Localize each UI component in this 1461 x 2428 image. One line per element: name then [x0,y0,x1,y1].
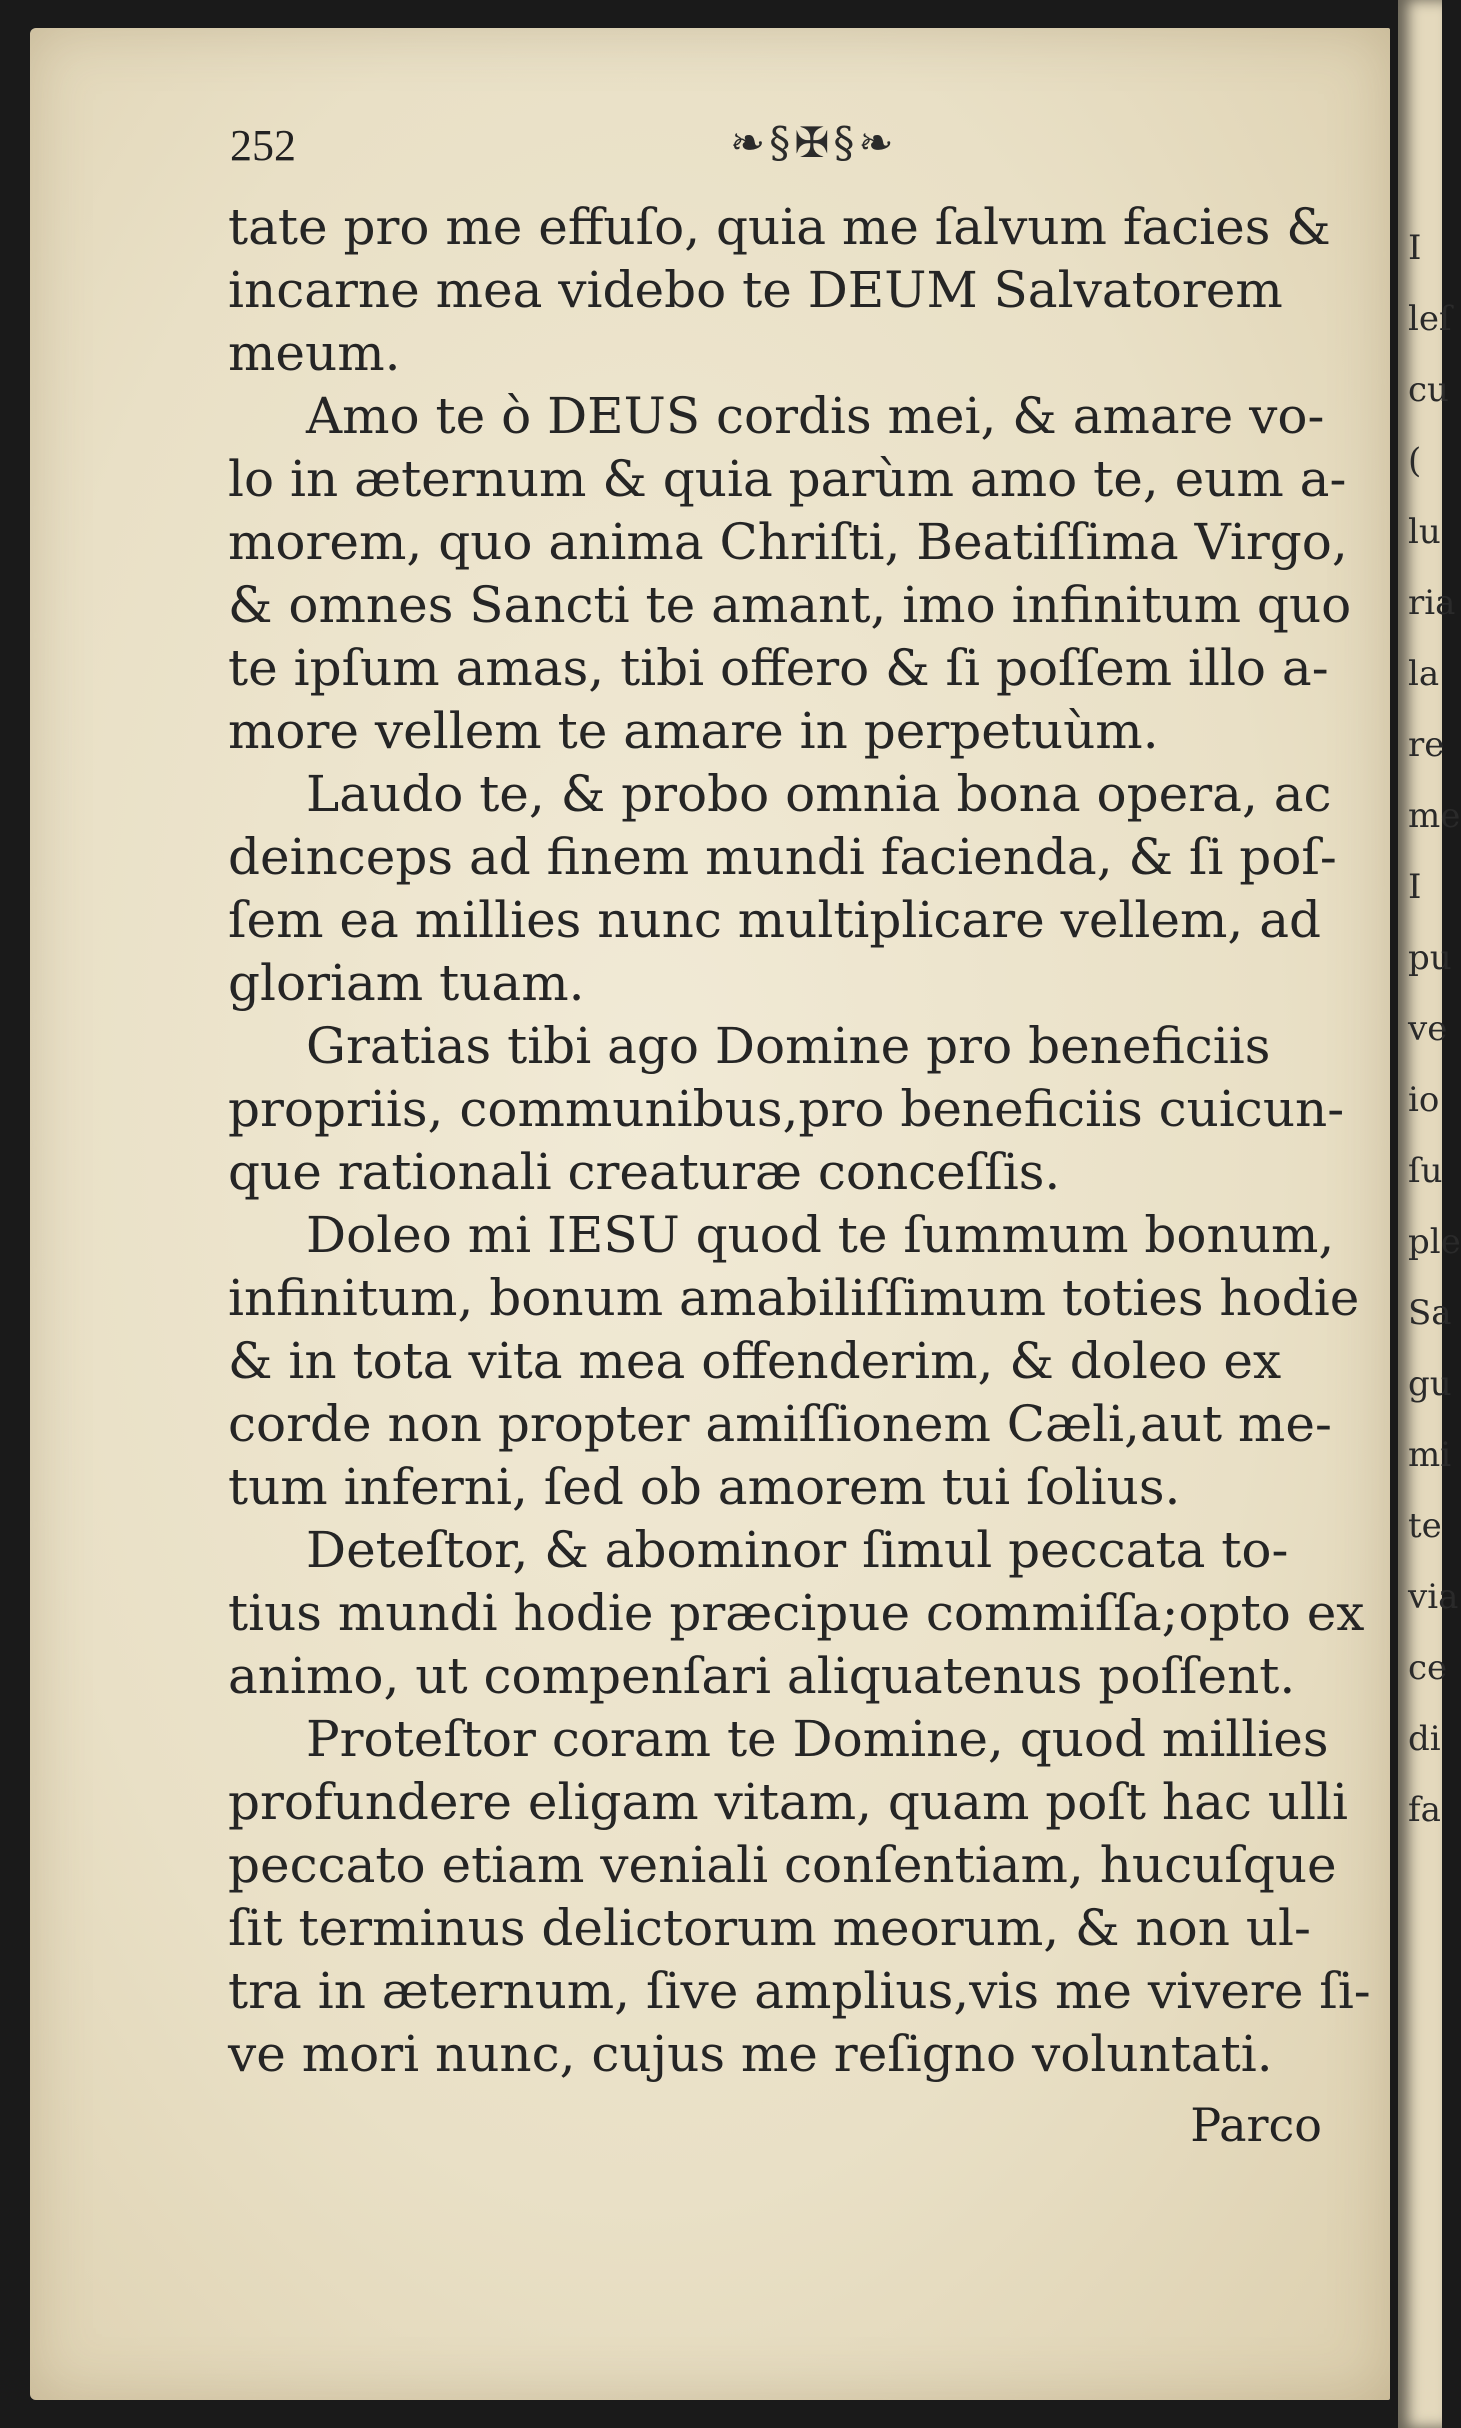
facing-page-fragment: Sa [1408,1293,1452,1333]
facing-page-fragment: gu [1408,1364,1452,1404]
facing-page-fragment: lu [1408,512,1441,552]
text-line: te ipſum amas, tibi offero & ſi poſſem illo a- [228,639,1329,697]
facing-page-fragment: la [1408,654,1440,694]
facing-page-fragment: ce [1408,1648,1448,1688]
text-line: infinitum, bonum amabiliſſimum toties hodie [228,1269,1360,1327]
text-line: morem, quo anima Chriſti, Beatiſſima Virgo, [228,513,1348,571]
text-line: Gratias tibi ago Domine pro beneficiis [306,1017,1271,1075]
page-number: 252 [230,121,296,170]
facing-page-fragment: io [1408,1080,1440,1120]
facing-page-fragment: via [1408,1577,1459,1617]
text-line: ſit terminus delictorum meorum, & non ul- [228,1899,1311,1957]
body-text [228,196,1398,2086]
text-line: Deteſtor, & abominor ſimul peccata to- [306,1521,1289,1579]
facing-page-fragment: leſ [1408,299,1452,339]
running-head [230,120,1372,190]
text-line: tum inferni, ſed ob amorem tui ſolius. [228,1458,1181,1516]
facing-page-fragment: re [1408,725,1445,765]
facing-page-edge [1398,0,1461,2428]
text-line: & omnes Sancti te amant, imo infinitum quo [228,576,1352,634]
text-line: profundere eligam vitam, quam poſt hac ulli [228,1773,1348,1831]
text-line: ve mori nunc, cujus me reſigno voluntati. [228,2025,1273,2083]
text-line: corde non propter amiſſionem Cæli,aut me- [228,1395,1332,1453]
text-line: Amo te ò DEUS cordis mei, & amare vo- [306,387,1325,445]
facing-page-fragment: mi [1408,1435,1452,1475]
text-line: more vellem te amare in perpetuùm. [228,702,1159,760]
text-line: propriis, communibus,pro beneficiis cuicun- [228,1080,1345,1138]
facing-page-fragment: di [1408,1719,1441,1759]
header-ornament: ❧§✠§❧ [730,118,898,167]
facing-page-fragment: fa [1408,1790,1441,1830]
facing-page-fragment: ria [1408,583,1456,623]
text-line: lo in æternum & quia parùm amo te, eum a- [228,450,1347,508]
text-line: que rationali creaturæ conceſſis. [228,1143,1061,1201]
facing-page-fragment: ve [1408,1009,1448,1049]
text-line: Laudo te, & probo omnia bona opera, ac [306,765,1332,823]
facing-page-fragment: I [1408,867,1422,907]
facing-page-fragment: ( [1408,441,1422,481]
catchword: Parco [1190,2098,1322,2152]
text-line: peccato etiam veniali conſentiam, hucuſque [228,1836,1337,1894]
facing-page-fragment: te [1408,1506,1442,1546]
text-line: ſem ea millies nunc multiplicare vellem, ad [228,891,1322,949]
text-line: Proteſtor coram te Domine, quod millies [306,1710,1329,1768]
facing-page-fragment: pu [1408,938,1452,978]
text-line: animo, ut compenſari aliquatenus poſſent. [228,1647,1296,1705]
text-line: tate pro me effuſo, quia me ſalvum facies & [228,198,1331,256]
facing-page-fragment: me [1408,796,1461,836]
text-line: meum. [228,324,401,382]
facing-page-fragment: ple [1408,1222,1461,1262]
text-line: deinceps ad finem mundi facienda, & ſi poſ- [228,828,1337,886]
text-line: & in tota vita mea offenderim, & doleo ex [228,1332,1282,1390]
facing-page-fragment: cu [1408,370,1449,410]
text-line: Doleo mi IESU quod te ſummum bonum, [306,1206,1335,1264]
text-line: incarne mea videbo te DEUM Salvatorem [228,261,1283,319]
facing-page-fragment: ſu [1408,1151,1443,1191]
facing-page-fragment: I [1408,228,1422,268]
text-line: tra in æternum, ſive amplius,vis me vivere ſi- [228,1962,1371,2020]
text-line: gloriam tuam. [228,954,585,1012]
text-line: tius mundi hodie præcipue commiſſa;opto ex [228,1584,1365,1642]
